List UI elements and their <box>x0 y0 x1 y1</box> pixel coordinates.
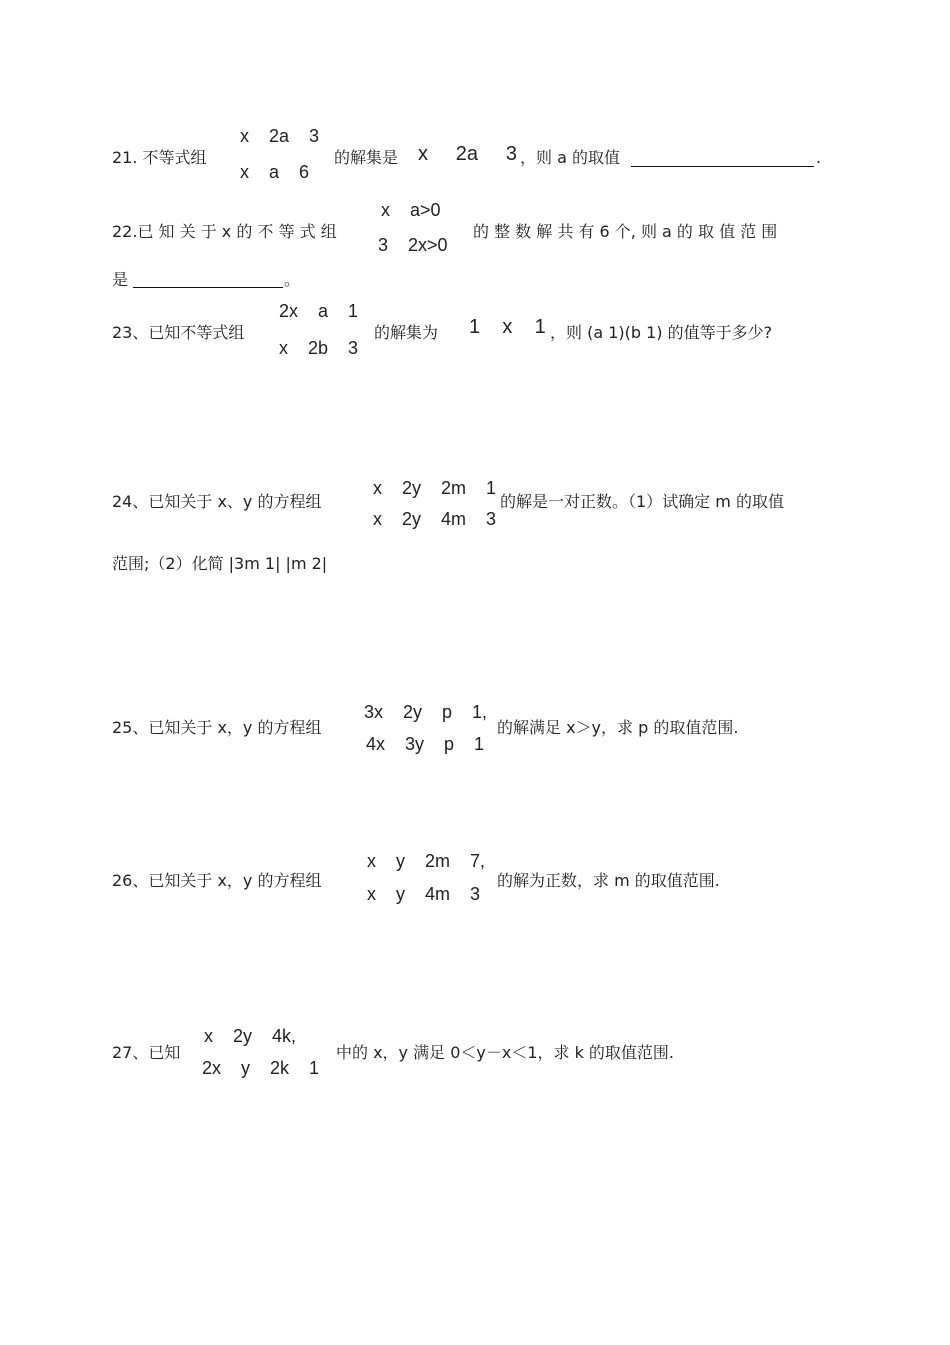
problem-22-end: 。 <box>284 270 301 289</box>
problem-27-system-bottom: 2x y 2k 1 <box>202 1058 320 1078</box>
problem-23-label: 23、已知不等式组 <box>112 323 245 342</box>
problem-23-text-a: 的解集为 <box>374 323 439 342</box>
problem-21-system-top: x 2a 3 <box>240 126 320 146</box>
problem-25-text-a: 的解满足 x＞y，求 p 的取值范围. <box>497 718 739 737</box>
problem-22-system-top: x a>0 <box>381 200 441 220</box>
problem-24-label: 24、已知关于 x、y 的方程组 <box>112 492 322 511</box>
problem-24-line2: 范围;（2）化简 |3m 1| |m 2| <box>112 554 328 573</box>
problem-25-label: 25、已知关于 x，y 的方程组 <box>112 718 322 737</box>
problem-21-answer-blank[interactable] <box>631 166 814 167</box>
problem-26-system-bottom: x y 4m 3 <box>367 884 481 904</box>
problem-21-label: 21. 不等式组 <box>112 148 207 167</box>
problem-26-text-a: 的解为正数，求 m 的取值范围. <box>497 871 720 890</box>
problem-22-line2: 是 <box>112 270 129 289</box>
problem-21-text-b: ，则 a 的取值 <box>520 148 620 167</box>
problem-22-label: 22.已 知 关 于 x 的 不 等 式 组 <box>112 222 337 241</box>
problem-23-solution: 1 x 1 <box>469 316 546 338</box>
problem-27-text-a: 中的 x，y 满足 0＜y－x＜1，求 k 的取值范围. <box>336 1043 675 1062</box>
problem-26-label: 26、已知关于 x，y 的方程组 <box>112 871 322 890</box>
problem-21-solution: x 2a 3 <box>418 143 517 165</box>
problem-23-system-bottom: x 2b 3 <box>279 338 359 358</box>
problem-24-system-top: x 2y 2m 1 <box>373 478 497 498</box>
problem-25-system-top: 3x 2y p 1, <box>364 702 488 722</box>
problem-21-text-a: 的解集是 <box>334 148 399 167</box>
problem-22-text-a: 的 整 数 解 共 有 6 个, 则 a 的 取 值 范 围 <box>473 222 778 241</box>
problem-23-text-b: ，则 (a 1)(b 1) 的值等于多少? <box>550 323 773 342</box>
problem-21-system-bottom: x a 6 <box>240 162 310 182</box>
problem-27-system-top: x 2y 4k, <box>204 1026 297 1046</box>
problem-25-system-bottom: 4x 3y p 1 <box>366 734 485 754</box>
problem-24-system-bottom: x 2y 4m 3 <box>373 509 497 529</box>
problem-23-system-top: 2x a 1 <box>279 301 359 321</box>
problem-26-system-top: x y 2m 7, <box>367 851 486 871</box>
problem-27-label: 27、已知 <box>112 1043 181 1062</box>
problem-21-end: . <box>816 148 822 167</box>
problem-22-answer-blank[interactable] <box>133 287 283 288</box>
problem-24-text-a: 的解是一对正数。（1）试确定 m 的取值 <box>500 492 784 511</box>
problem-22-system-bottom: 3 2x>0 <box>378 235 448 255</box>
